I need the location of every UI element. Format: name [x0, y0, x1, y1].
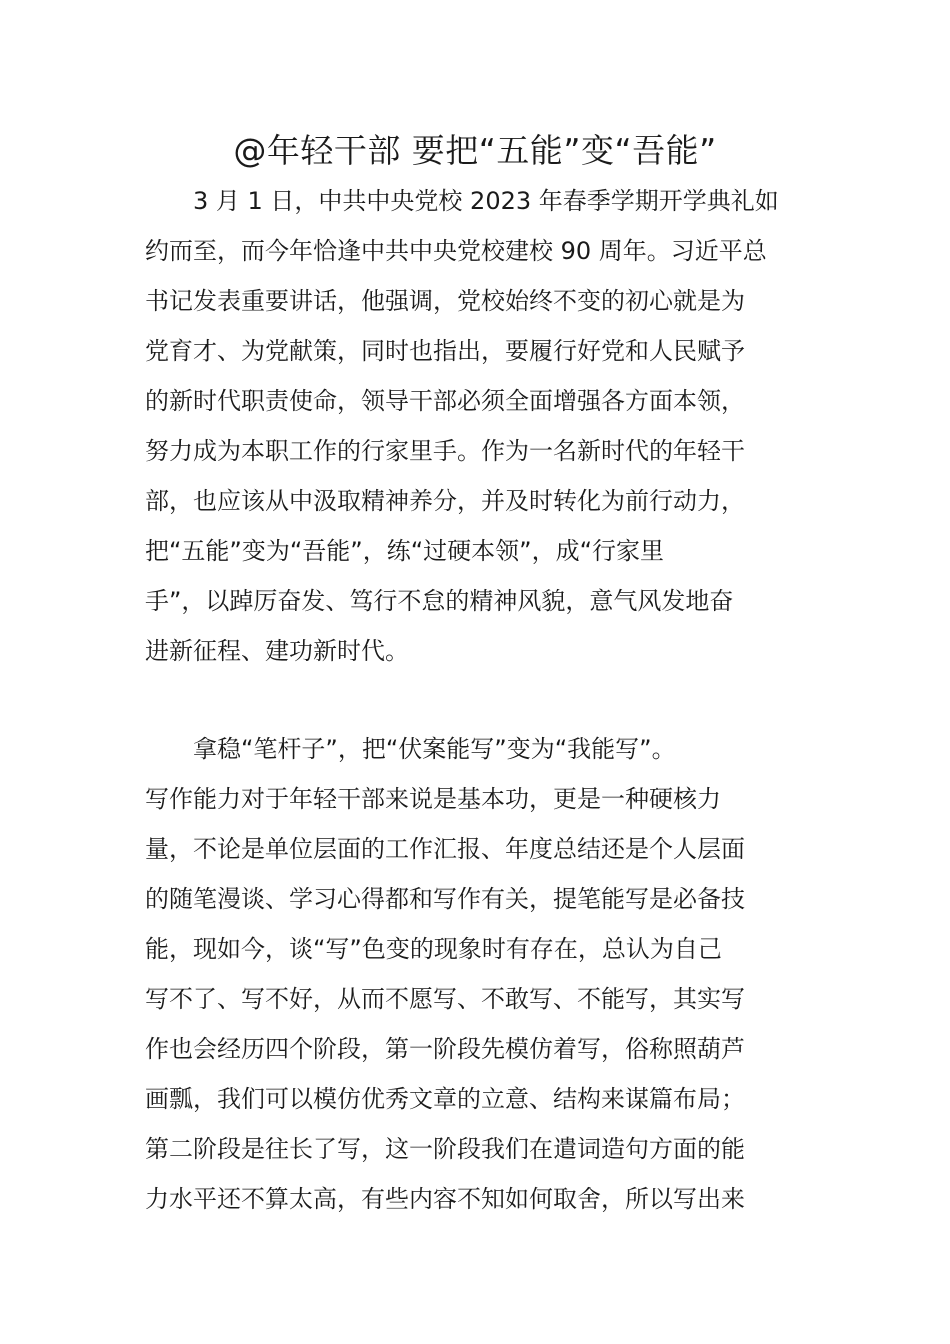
- paragraph-2-line: 量，不论是单位层面的工作汇报、年度总结还是个人层面: [145, 835, 745, 863]
- paragraph-1-line: 的新时代职责使命，领导干部必须全面增强各方面本领，: [145, 387, 745, 415]
- paragraph-2-line: 写不了、写不好，从而不愿写、不敢写、不能写，其实写: [145, 985, 745, 1013]
- paragraph-1-line: 3 月 1 日，中共中央党校 2023 年春季学期开学典礼如: [193, 187, 779, 215]
- paragraph-1-line: 约而至，而今年恰逢中共中央党校建校 90 周年。习近平总: [145, 237, 767, 265]
- paragraph-1-line: 书记发表重要讲话，他强调，党校始终不变的初心就是为: [145, 287, 745, 315]
- paragraph-1-line: 部，也应该从中汲取精神养分，并及时转化为前行动力，: [145, 487, 745, 515]
- paragraph-1-line: 努力成为本职工作的行家里手。作为一名新时代的年轻干: [145, 437, 745, 465]
- paragraph-2-line: 第二阶段是往长了写，这一阶段我们在遣词造句方面的能: [145, 1135, 745, 1163]
- paragraph-2-line: 力水平还不算太高，有些内容不知如何取舍，所以写出来: [145, 1185, 745, 1213]
- paragraph-2-line: 能，现如今，谈“写”色变的现象时有存在，总认为自己: [145, 935, 722, 963]
- paragraph-2-line: 作也会经历四个阶段，第一阶段先模仿着写，俗称照葫芦: [145, 1035, 745, 1063]
- paragraph-2-line: 的随笔漫谈、学习心得都和写作有关，提笔能写是必备技: [145, 885, 745, 913]
- paragraph-1-line: 手”，以踔厉奋发、笃行不怠的精神风貌，意气风发地奋: [145, 587, 734, 615]
- paragraph-1-line: 党育才、为党献策，同时也指出，要履行好党和人民赋予: [145, 337, 745, 365]
- paragraph-1-line: 把“五能”变为“吾能”，练“过硬本领”，成“行家里: [145, 537, 665, 565]
- paragraph-2-line: 画瓢，我们可以模仿优秀文章的立意、结构来谋篇布局；: [145, 1085, 745, 1113]
- paragraph-1-line: 进新征程、建功新时代。: [145, 637, 409, 665]
- paragraph-2-line: 写作能力对于年轻干部来说是基本功，更是一种硬核力: [145, 785, 721, 813]
- paragraph-2-line: 拿稳“笔杆子”，把“伏案能写”变为“我能写”。: [193, 735, 676, 763]
- document-title: @年轻干部 要把“五能”变“吾能”: [233, 131, 717, 170]
